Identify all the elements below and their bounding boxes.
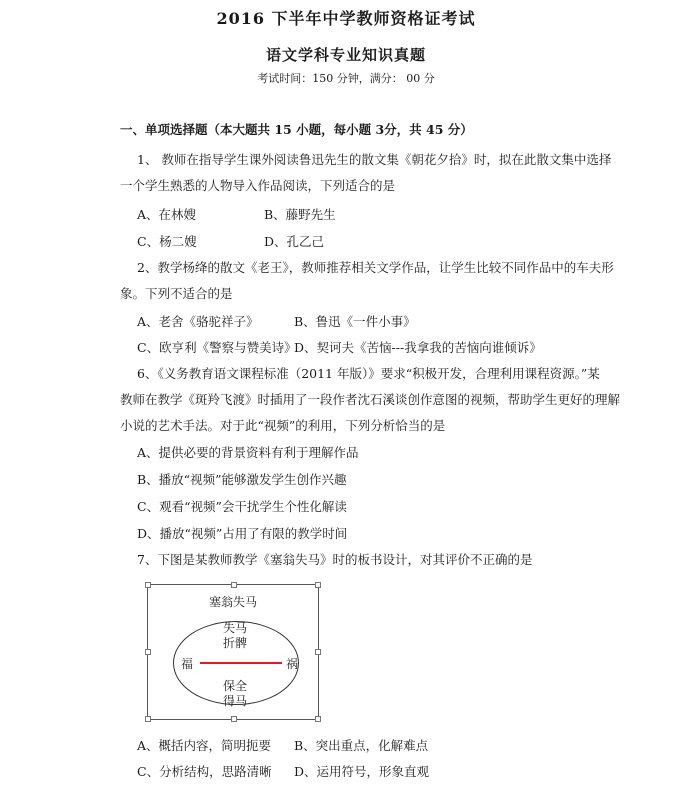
figure-red-line: [200, 662, 282, 664]
figure-bottom-1: 保全: [222, 679, 247, 693]
q2-option-a: A、老舍《骆驼祥子》: [137, 314, 259, 329]
q1-line2: 一个学生熟悉的人物导入作品阅读，下列适合的是: [120, 178, 396, 193]
figure-bottom-2: 得马: [222, 694, 247, 708]
resize-handle: [145, 582, 151, 588]
resize-handle: [231, 582, 237, 588]
figure-top-1: 失马: [222, 621, 247, 635]
q1-option-a: A、在林嫂: [137, 207, 197, 222]
q6-line3: 小说的艺术手法。对于此“视频”的利用，下列分析恰当的是: [120, 418, 446, 433]
figure-left-label: 福: [180, 657, 193, 671]
q6-line1: 6、《义务教育语文课程标准（2011 年版）》要求“积极开发，合理利用课程资源。”某: [137, 366, 600, 381]
q2-option-b: B、鲁迅《一件小事》: [294, 314, 416, 329]
resize-handle: [315, 716, 321, 722]
exam-title: 2016 下半年中学教师资格证考试: [216, 9, 476, 28]
q7-option-b: B、突出重点，化解难点: [294, 738, 429, 753]
section-title: 一、单项选择题（本大题共 15 小题，每小题 3分，共 45 分）: [120, 122, 473, 137]
q6-option-b: B、播放“视频”能够激发学生创作兴趣: [137, 472, 347, 487]
q1-line1: 1、 教师在指导学生课外阅读鲁迅先生的散文集《朝花夕拾》时，拟在此散文集中选择: [137, 152, 612, 167]
q6-option-d: D、播放“视频”占用了有限的教学时间: [137, 526, 348, 541]
q2-line1: 2、教学杨绛的散文《老王》，教师推荐相关文学作品，让学生比较不同作品中的车夫形: [137, 260, 614, 275]
q2-line2: 象。下列不适合的是: [120, 286, 233, 301]
figure-title: 塞翁失马: [208, 595, 257, 609]
q7-line1: 7、下图是某教师教学《塞翁失马》时的板书设计，对其评价不正确的是: [137, 552, 533, 567]
q7-option-c: C、分析结构，思路清晰: [137, 764, 272, 779]
q1-option-d: D、孔乙己: [264, 234, 325, 249]
q6-option-c: C、观看“视频”会干扰学生个性化解读: [137, 499, 347, 514]
figure-top-2: 折髀: [222, 636, 247, 650]
resize-handle: [145, 649, 151, 655]
exam-subtitle: 语文学科专业知识真题: [265, 46, 426, 64]
q1-option-c: C、杨二嫂: [137, 234, 197, 249]
q7-option-d: D、运用符号，形象直观: [294, 764, 430, 779]
q6-option-a: A、提供必要的背景资料有利于理解作品: [137, 445, 359, 460]
q2-option-d: D、契诃夫《苦恼---我拿我的苦恼向谁倾诉》: [294, 340, 542, 355]
q6-line2: 教师在教学《斑羚飞渡》时插用了一段作者沈石溪谈创作意图的视频，帮助学生更好的理解: [120, 392, 621, 407]
q1-option-b: B、藤野先生: [264, 207, 336, 222]
exam-info: 考试时间：150 分钟，满分： 00 分: [257, 72, 435, 85]
resize-handle: [231, 716, 237, 722]
figure-right-label: 祸: [285, 657, 298, 671]
resize-handle: [315, 582, 321, 588]
blackboard-figure: [147, 584, 319, 720]
resize-handle: [315, 649, 321, 655]
q2-option-c: C、欧亨利《警察与赞美诗》: [137, 340, 297, 355]
q7-option-a: A、概括内容，简明扼要: [137, 738, 272, 753]
resize-handle: [145, 716, 151, 722]
